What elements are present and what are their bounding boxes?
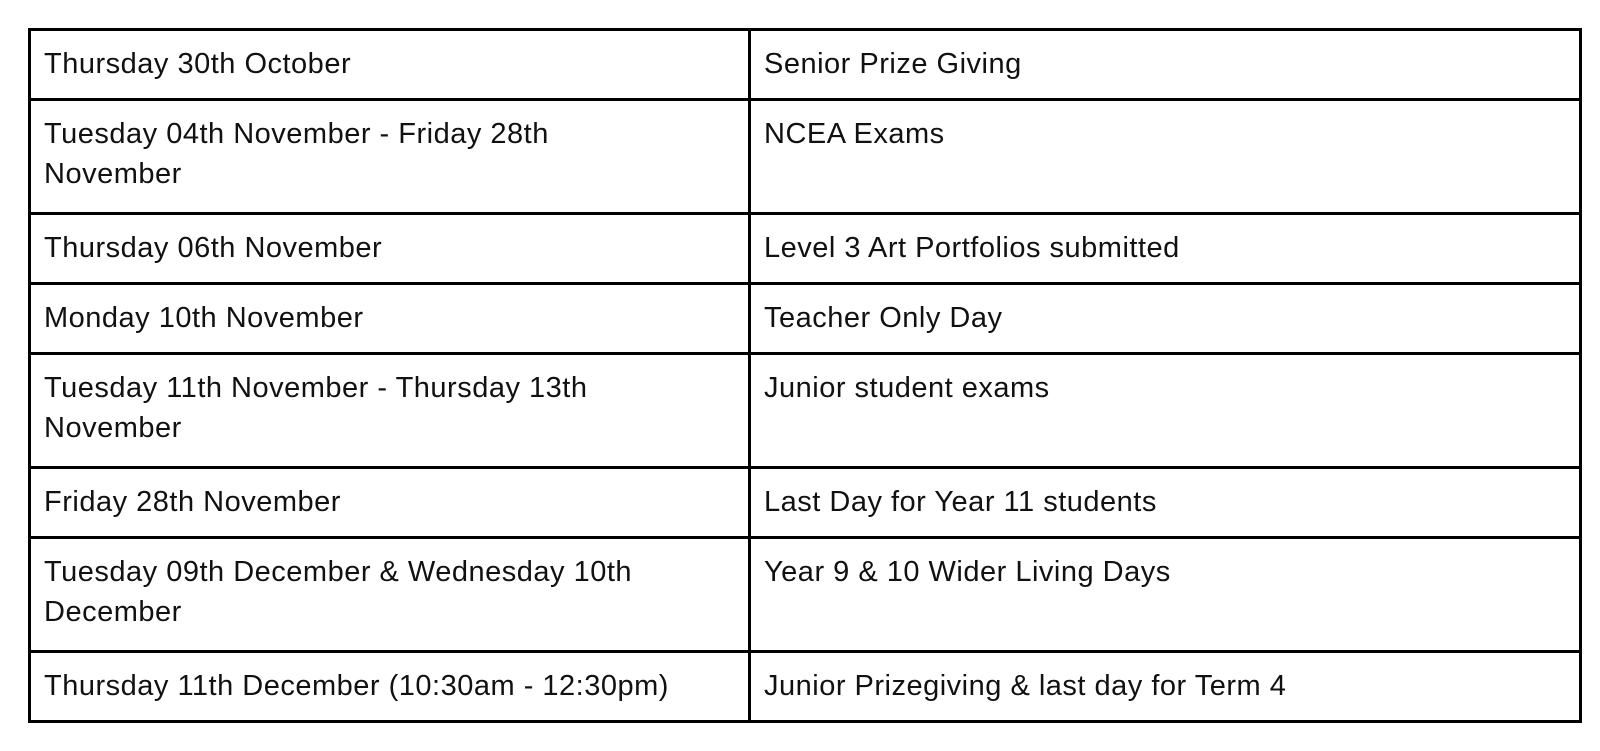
date-text: Thursday 06th November — [44, 232, 383, 264]
event-text: Last Day for Year 11 students — [764, 486, 1157, 518]
date-text: Thursday 30th October — [44, 48, 352, 80]
date-text: November — [44, 158, 182, 190]
event-text: Teacher Only Day — [764, 302, 1003, 334]
date-cell — [30, 354, 750, 468]
date-cell — [30, 468, 750, 538]
event-cell — [750, 214, 1581, 284]
table-row — [30, 284, 1581, 354]
event-text: Junior student exams — [764, 372, 1050, 404]
table-row — [30, 354, 1581, 468]
calendar-table-body — [30, 30, 1581, 722]
event-text: Year 9 & 10 Wider Living Days — [764, 556, 1171, 588]
event-cell — [750, 100, 1581, 214]
date-text: Friday 28th November — [44, 486, 341, 518]
event-text: Senior Prize Giving — [764, 48, 1022, 80]
event-text: NCEA Exams — [764, 118, 945, 150]
date-text: Monday 10th November — [44, 302, 364, 334]
date-text: Tuesday 04th November - Friday 28th — [44, 118, 549, 150]
event-cell — [750, 468, 1581, 538]
table-row — [30, 214, 1581, 284]
event-text: Junior Prizegiving & last day for Term 4 — [764, 670, 1287, 702]
table-row — [30, 468, 1581, 538]
event-text: Level 3 Art Portfolios submitted — [764, 232, 1180, 264]
date-text: Tuesday 11th November - Thursday 13th — [44, 372, 588, 404]
date-cell — [30, 538, 750, 652]
date-cell — [30, 214, 750, 284]
table-row — [30, 538, 1581, 652]
date-text: November — [44, 412, 182, 444]
event-cell — [750, 30, 1581, 100]
date-cell — [30, 284, 750, 354]
date-text: Tuesday 09th December & Wednesday 10th — [44, 556, 633, 588]
table-row — [30, 100, 1581, 214]
date-cell — [30, 652, 750, 722]
date-cell — [30, 30, 750, 100]
event-cell — [750, 652, 1581, 722]
event-cell — [750, 354, 1581, 468]
event-cell — [750, 284, 1581, 354]
date-cell — [30, 100, 750, 214]
calendar-table — [28, 28, 1582, 723]
table-row — [30, 30, 1581, 100]
event-cell — [750, 538, 1581, 652]
date-text: December — [44, 596, 182, 628]
table-row — [30, 652, 1581, 722]
date-text: Thursday 11th December (10:30am - 12:30pm) — [44, 670, 669, 702]
